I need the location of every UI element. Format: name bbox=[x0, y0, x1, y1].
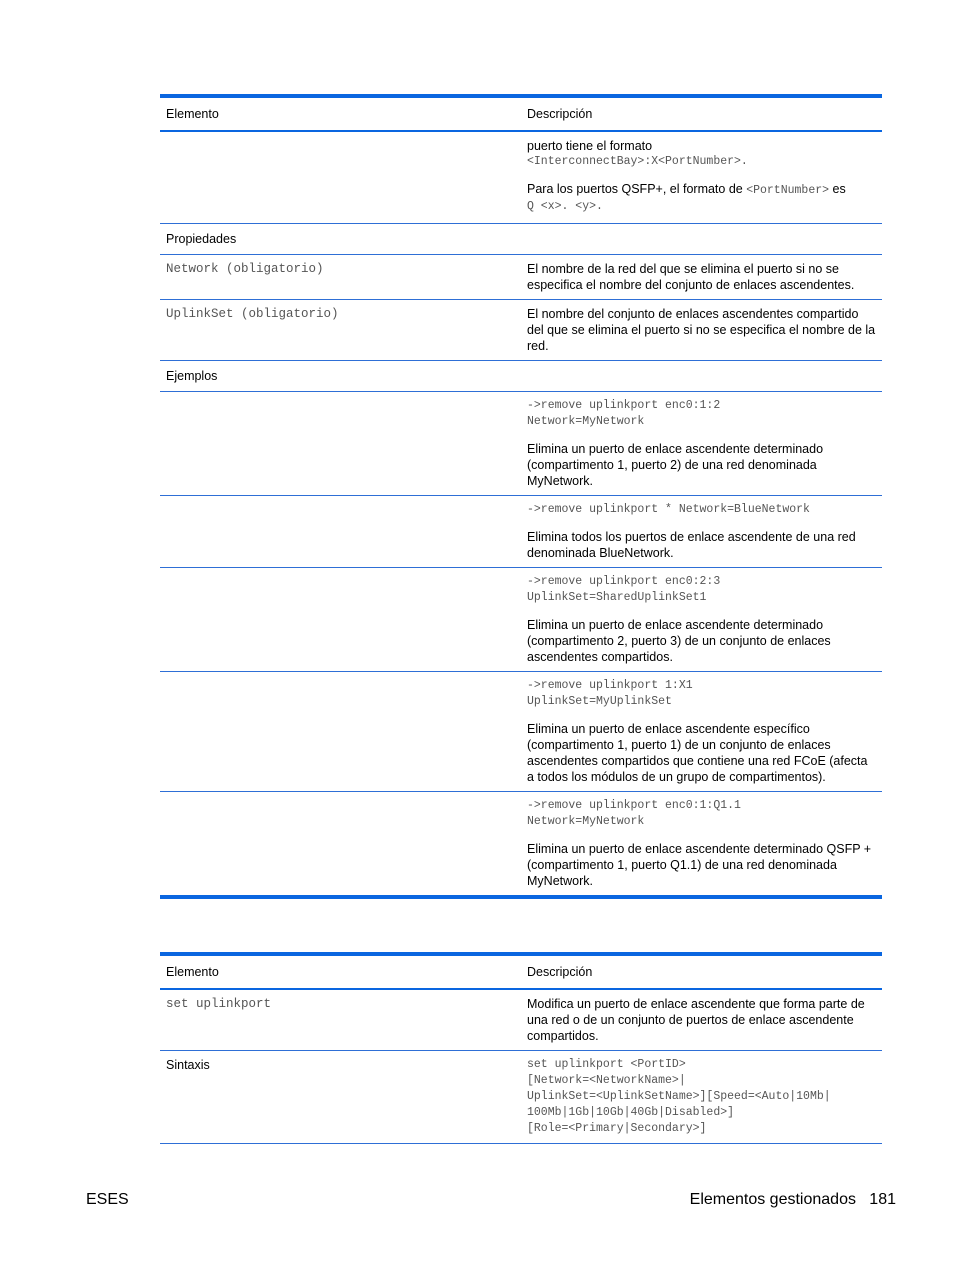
example-code: Network=MyNetwork bbox=[527, 815, 645, 828]
example-desc: Elimina un puerto de enlace ascendente determinado (compartimento 1, puerto 2) de una red denominada MyNetwork. bbox=[527, 442, 824, 488]
continued-row bbox=[160, 131, 882, 224]
property-uplinkset-name: UplinkSet (obligatorio) bbox=[160, 300, 521, 361]
qsfp-code-a: <PortNumber> bbox=[746, 184, 830, 197]
example-row bbox=[160, 496, 882, 568]
property-row-network bbox=[160, 255, 882, 300]
example-desc: Elimina todos los puertos de enlace ascendente de una red denominada BlueNetwork. bbox=[527, 530, 856, 560]
qsfp-text-a: Para los puertos QSFP+, el formato de bbox=[527, 182, 747, 196]
example-code: ->remove uplinkport enc0:1:2 bbox=[527, 399, 721, 412]
syntax-label: Sintaxis bbox=[160, 1051, 521, 1144]
syntax-row bbox=[160, 1051, 882, 1144]
remove-uplinkport-table bbox=[160, 94, 882, 899]
syntax-line: UplinkSet=<UplinkSetName>][Speed=<Auto|10Mb| bbox=[527, 1090, 831, 1103]
example-code: ->remove uplinkport enc0:1:Q1.1 bbox=[527, 799, 741, 812]
example-code: ->remove uplinkport * Network=BlueNetwork bbox=[527, 503, 810, 516]
format-text: puerto tiene el formato bbox=[527, 139, 653, 153]
example-desc: Elimina un puerto de enlace ascendente determinado (compartimento 2, puerto 3) de un conjunto de enlaces ascendentes compartidos. bbox=[527, 618, 831, 664]
example-desc: Elimina un puerto de enlace ascendente determinado QSFP + (compartimento 1, puerto Q1.1) de una red denominada MyNetwork. bbox=[527, 842, 872, 888]
header-elemento: Elemento bbox=[160, 96, 521, 131]
footer-locale: ESES bbox=[86, 1191, 129, 1208]
example-row bbox=[160, 392, 882, 496]
section-ejemplos bbox=[160, 361, 882, 392]
syntax-line: set uplinkport <PortID> bbox=[527, 1058, 686, 1071]
example-code: ->remove uplinkport enc0:2:3 bbox=[527, 575, 721, 588]
qsfp-code-b: Q <x>. <y>. bbox=[527, 200, 603, 213]
qsfp-text-b: es bbox=[829, 182, 846, 196]
syntax-line: [Network=<NetworkName>| bbox=[527, 1074, 686, 1087]
command-row bbox=[160, 989, 882, 1051]
example-desc: Elimina un puerto de enlace ascendente específico (compartimento 1, puerto 1) de un conjunto de enlaces ascendentes compartidos que contiene una red FCoE (afecta a todos los módulos de un grupo de compartimentos). bbox=[527, 722, 868, 784]
section-ejemplos-label: Ejemplos bbox=[160, 361, 521, 392]
property-network-name: Network (obligatorio) bbox=[160, 255, 521, 300]
property-row-uplinkset bbox=[160, 300, 882, 361]
set-uplinkport-table bbox=[160, 952, 882, 1144]
syntax-line: 100Mb|1Gb|10Gb|40Gb|Disabled>] bbox=[527, 1106, 735, 1119]
format-code: <InterconnectBay>:X<PortNumber>. bbox=[527, 155, 748, 168]
example-row bbox=[160, 568, 882, 672]
property-uplinkset-desc: El nombre del conjunto de enlaces ascendentes compartido del que se elimina el puerto si no se especifica el nombre de la red. bbox=[521, 300, 882, 361]
property-network-desc: El nombre de la red del que se elimina el puerto si no se especifica el nombre del conjunto de enlaces ascendentes. bbox=[521, 255, 882, 300]
section-propiedades bbox=[160, 224, 882, 255]
header-elemento: Elemento bbox=[160, 954, 521, 989]
table-header bbox=[160, 954, 882, 989]
example-code: UplinkSet=SharedUplinkSet1 bbox=[527, 591, 707, 604]
example-code: UplinkSet=MyUplinkSet bbox=[527, 695, 672, 708]
header-descripcion: Descripción bbox=[521, 954, 882, 989]
example-code: ->remove uplinkport 1:X1 bbox=[527, 679, 693, 692]
section-propiedades-label: Propiedades bbox=[160, 224, 521, 255]
header-descripcion: Descripción bbox=[521, 96, 882, 131]
example-code: Network=MyNetwork bbox=[527, 415, 645, 428]
syntax-line: [Role=<Primary|Secondary>] bbox=[527, 1122, 707, 1135]
command-name: set uplinkport bbox=[160, 989, 521, 1051]
footer-section-page: Elementos gestionados 181 bbox=[689, 1191, 896, 1208]
table-header bbox=[160, 96, 882, 131]
command-desc: Modifica un puerto de enlace ascendente que forma parte de una red o de un conjunto de puertos de enlace ascendente compartidos. bbox=[521, 989, 882, 1051]
example-row bbox=[160, 792, 882, 898]
example-row bbox=[160, 672, 882, 792]
